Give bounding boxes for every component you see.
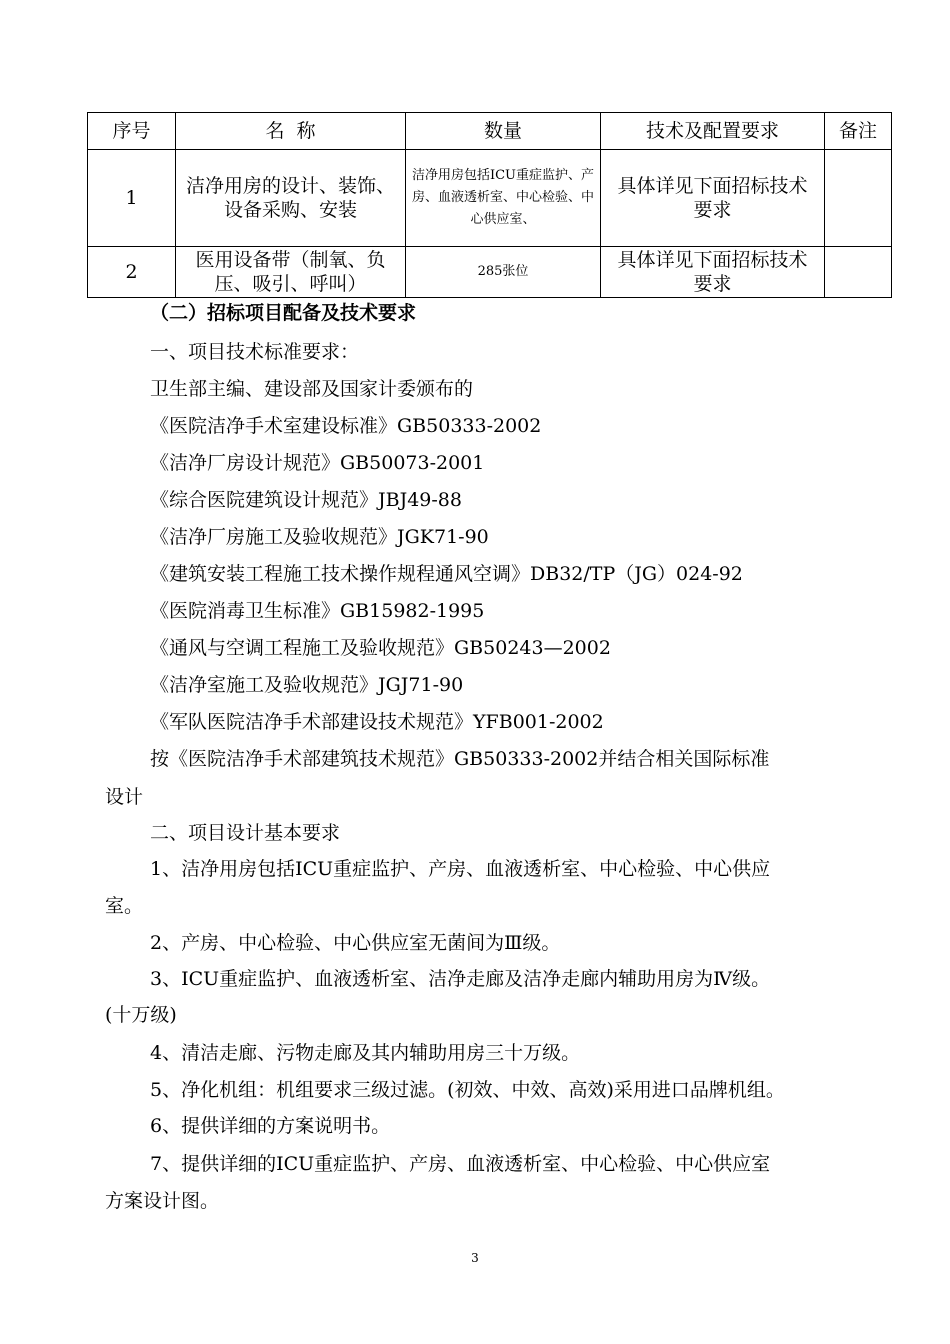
cell-tech: 具体详见下面招标技术要求 — [601, 247, 825, 298]
table-row — [88, 247, 892, 298]
part1-intro: 卫生部主编、建设部及国家计委颁布的 — [150, 378, 474, 400]
requirement-item-3-cont: (十万级) — [105, 1004, 177, 1026]
requirement-item-4: 4、清洁走廊、污物走廊及其内辅助用房三十万级。 — [150, 1042, 581, 1064]
requirement-item-3: 3、ICU重症监护、血液透析室、洁净走廊及洁净走廊内辅助用房为Ⅳ级。 — [150, 968, 771, 990]
cell-quantity: 285张位 — [406, 247, 601, 298]
part1-heading: 一、项目技术标准要求： — [150, 341, 360, 363]
header-tech: 技术及配置要求 — [601, 113, 825, 150]
cell-note — [825, 247, 892, 298]
cell-quantity: 洁净用房包括ICU重症监护、产房、血液透析室、中心检验、中心供应室、 — [406, 150, 601, 247]
requirement-item-2: 2、产房、中心检验、中心供应室无菌间为Ⅲ级。 — [150, 932, 561, 954]
header-note: 备注 — [825, 113, 892, 150]
requirements-table — [87, 112, 892, 298]
requirement-item-7-cont: 方案设计图。 — [105, 1190, 220, 1212]
cell-index: 2 — [88, 247, 176, 298]
standard-item: 《洁净厂房设计规范》GB50073-2001 — [150, 452, 485, 474]
design-basis-line1: 按《医院洁净手术部建筑技术规范》GB50333-2002并结合相关国际标准 — [150, 748, 770, 770]
standard-item: 《建筑安装工程施工技术操作规程通风空调》DB32/TP（JG）024-92 — [150, 563, 743, 585]
standard-item: 《军队医院洁净手术部建设技术规范》YFB001-2002 — [150, 711, 604, 733]
header-name: 名 称 — [176, 113, 406, 150]
header-quantity: 数量 — [406, 113, 601, 150]
cell-tech: 具体详见下面招标技术要求 — [601, 150, 825, 247]
standard-item: 《综合医院建筑设计规范》JBJ49-88 — [150, 489, 462, 511]
cell-name: 洁净用房的设计、装饰、设备采购、安装 — [176, 150, 406, 247]
cell-note — [825, 150, 892, 247]
standard-item: 《医院洁净手术室建设标准》GB50333-2002 — [150, 415, 542, 437]
table-row — [88, 150, 892, 247]
table-header-row — [88, 113, 892, 150]
cell-index: 1 — [88, 150, 176, 247]
requirement-item-1-cont: 室。 — [105, 895, 144, 917]
requirement-item-5: 5、净化机组：机组要求三级过滤。(初效、中效、高效)采用进口品牌机组。 — [150, 1079, 785, 1101]
requirement-item-1: 1、洁净用房包括ICU重症监护、产房、血液透析室、中心检验、中心供应 — [150, 858, 771, 880]
standard-item: 《洁净室施工及验收规范》JGJ71-90 — [150, 674, 464, 696]
standard-item: 《医院消毒卫生标准》GB15982-1995 — [150, 600, 485, 622]
standard-item: 《通风与空调工程施工及验收规范》GB50243—2002 — [150, 637, 611, 659]
requirement-item-7: 7、提供详细的ICU重症监护、产房、血液透析室、中心检验、中心供应室 — [150, 1153, 771, 1175]
requirement-item-6: 6、提供详细的方案说明书。 — [150, 1115, 391, 1137]
part2-heading: 二、项目设计基本要求 — [150, 822, 341, 844]
standard-item: 《洁净厂房施工及验收规范》JGK71-90 — [150, 526, 489, 548]
section-heading: （二）招标项目配备及技术要求 — [150, 302, 417, 324]
cell-name: 医用设备带（制氧、负压、吸引、呼叫） — [176, 247, 406, 298]
header-index: 序号 — [88, 113, 176, 150]
design-basis-line2: 设计 — [105, 786, 144, 808]
page-number: 3 — [471, 1251, 479, 1265]
